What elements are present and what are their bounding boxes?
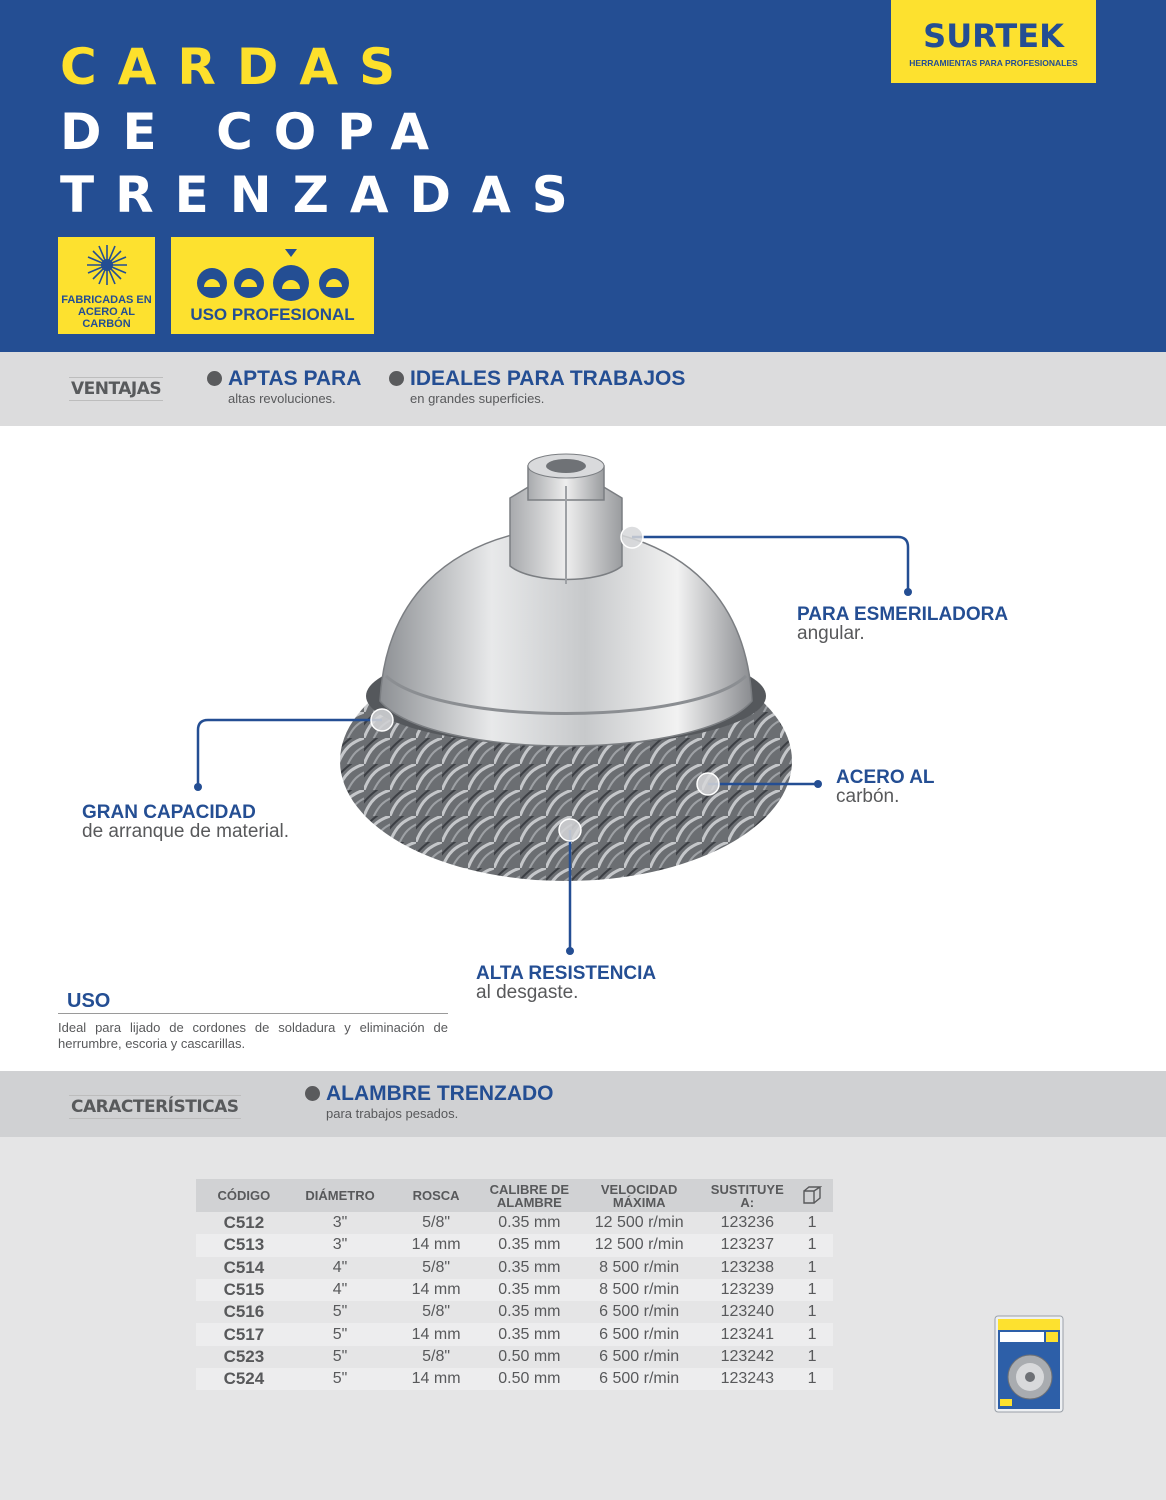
table-row: [196, 1301, 833, 1323]
table-cell: 1: [791, 1323, 833, 1345]
table-cell: 123243: [703, 1368, 791, 1390]
bullet-dot-icon: [389, 371, 404, 386]
table-cell: 1: [791, 1368, 833, 1390]
table-cell: 5/8": [422, 1258, 451, 1276]
table-cell: 0.35 mm: [498, 1258, 561, 1276]
callout-capacidad: [82, 803, 289, 841]
table-cell: 1: [791, 1234, 833, 1256]
callout-acero: [836, 768, 935, 806]
table-cell: 123241: [703, 1323, 791, 1345]
ventaja-title: IDEALES PARA TRABAJOS: [410, 367, 686, 390]
table-header-row: [196, 1179, 833, 1212]
table-cell: 0.35 mm: [484, 1234, 575, 1256]
table-cell: 5": [292, 1368, 389, 1390]
ventaja-subtitle: altas revoluciones.: [228, 391, 336, 406]
table-cell: 6 500 r/min: [599, 1303, 680, 1321]
table-cell: 1: [807, 1214, 817, 1232]
product-code-cell: C512: [223, 1213, 265, 1233]
table-cell: 123236: [720, 1214, 774, 1232]
table-cell: 14 mm: [388, 1323, 483, 1345]
table-cell: 6 500 r/min: [599, 1347, 680, 1365]
surtek-logo: [891, 0, 1096, 83]
table-cell: 123240: [720, 1303, 774, 1321]
table-cell: 3": [332, 1214, 348, 1232]
col-header: SUSTITUYE A:: [703, 1179, 791, 1212]
col-header: ROSCA: [388, 1179, 483, 1212]
table-cell: 123238: [720, 1258, 774, 1276]
table-cell: 8 500 r/min: [599, 1258, 680, 1276]
callout-title: GRAN CAPACIDAD: [82, 802, 256, 823]
product-code-cell: C524: [196, 1368, 292, 1390]
material-badge-text: FABRICADAS EN ACERO AL CARBÓN: [61, 294, 152, 330]
table-cell: 0.35 mm: [484, 1323, 575, 1345]
table-cell: 4": [292, 1279, 389, 1301]
uso-title: USO: [67, 990, 111, 1012]
table-cell: 1: [807, 1258, 817, 1276]
box-icon: [802, 1185, 822, 1205]
table-row: [196, 1346, 833, 1368]
table-cell: 0.35 mm: [484, 1279, 575, 1301]
ventajas-label: VENTAJAS: [71, 379, 162, 399]
table-cell: 4": [332, 1258, 348, 1276]
title-line-3: TRENZADAS: [60, 166, 589, 224]
uso-divider: [58, 1013, 448, 1014]
product-code-cell: C517: [196, 1323, 292, 1345]
professional-use-text: USO PROFESIONAL: [190, 305, 355, 324]
callout-resistencia: [476, 964, 656, 1002]
caracteristica-subtitle: para trabajos pesados.: [326, 1106, 459, 1121]
table-row: [196, 1368, 833, 1390]
callout-title: PARA ESMERILADORA: [797, 604, 1009, 625]
table-cell: 5": [292, 1323, 389, 1345]
professional-use-badge: [171, 237, 374, 334]
table-row: [196, 1234, 833, 1256]
package-icon: [791, 1179, 833, 1212]
table-cell: 1: [807, 1303, 817, 1321]
callout-title: ACERO AL: [836, 767, 935, 788]
callout-esmeriladora: [797, 605, 1008, 643]
table-cell: 12 500 r/min: [575, 1234, 704, 1256]
caracteristicas-band: [0, 1071, 1166, 1137]
table-cell: 0.50 mm: [498, 1347, 561, 1365]
package-thumbnail: [994, 1315, 1064, 1413]
col-header: CÓDIGO: [196, 1179, 292, 1212]
table-cell: 6 500 r/min: [575, 1323, 704, 1345]
table-cell: 8 500 r/min: [575, 1279, 704, 1301]
title-line-2: DE COPA: [60, 103, 451, 161]
callout-title: ALTA RESISTENCIA: [476, 963, 657, 984]
callout-subtitle: al desgaste.: [476, 982, 579, 1003]
title-line-1: CARDAS: [60, 38, 417, 96]
table-cell: 3": [292, 1234, 389, 1256]
col-header: CALIBRE DE ALAMBRE: [484, 1179, 575, 1212]
table-cell: 5/8": [422, 1214, 451, 1232]
table-cell: 0.35 mm: [498, 1214, 561, 1232]
table-row: [196, 1323, 833, 1345]
ventaja-title: APTAS PARA: [228, 367, 362, 390]
table-cell: 6 500 r/min: [575, 1368, 704, 1390]
table-cell: 14 mm: [388, 1234, 483, 1256]
usage-level-icons: [197, 247, 352, 302]
carbon-steel-icon: [85, 243, 129, 287]
table-cell: 5": [332, 1347, 348, 1365]
col-header: DIÁMETRO: [292, 1179, 389, 1212]
table-cell: 1: [791, 1279, 833, 1301]
caracteristica-title: ALAMBRE TRENZADO: [326, 1082, 554, 1105]
col-header: VELOCIDAD MÁXIMA: [575, 1179, 704, 1212]
specs-table: [196, 1179, 833, 1390]
table-cell: 14 mm: [388, 1279, 483, 1301]
table-cell: 5/8": [422, 1347, 451, 1365]
bullet-dot-icon: [305, 1086, 320, 1101]
table-cell: 0.50 mm: [484, 1368, 575, 1390]
product-code-cell: C516: [223, 1302, 265, 1322]
callout-subtitle: de arranque de material.: [82, 821, 290, 842]
brand-name: SURTEK: [923, 17, 1064, 55]
product-code-cell: C513: [196, 1234, 292, 1256]
product-code-cell: C514: [223, 1257, 265, 1277]
ventajas-band: [0, 352, 1166, 426]
table-cell: 123237: [703, 1234, 791, 1256]
table-cell: 5": [332, 1303, 348, 1321]
callout-subtitle: carbón.: [836, 786, 900, 807]
table-cell: 123242: [720, 1347, 774, 1365]
uso-text: Ideal para lijado de cordones de soldadura y eliminación de herrumbre, escoria y cascarillas.: [58, 1020, 448, 1051]
table-cell: 0.35 mm: [498, 1303, 561, 1321]
table-cell: 1: [807, 1347, 817, 1365]
table-cell: 123239: [703, 1279, 791, 1301]
callout-subtitle: angular.: [797, 623, 865, 644]
ventaja-subtitle: en grandes superficies.: [410, 391, 545, 406]
material-badge: [58, 237, 155, 334]
table-row: [196, 1212, 833, 1234]
product-code-cell: C523: [223, 1346, 265, 1366]
table-cell: 5/8": [422, 1303, 451, 1321]
table-cell: 14 mm: [388, 1368, 483, 1390]
caracteristicas-label: CARACTERÍSTICAS: [71, 1097, 239, 1117]
header-banner: [0, 0, 1166, 352]
table-cell: 12 500 r/min: [594, 1214, 684, 1232]
table-row: [196, 1257, 833, 1279]
table-row: [196, 1279, 833, 1301]
brand-tagline: HERRAMIENTAS PARA PROFESIONALES: [909, 58, 1078, 68]
product-code-cell: C515: [196, 1279, 292, 1301]
bullet-dot-icon: [207, 371, 222, 386]
